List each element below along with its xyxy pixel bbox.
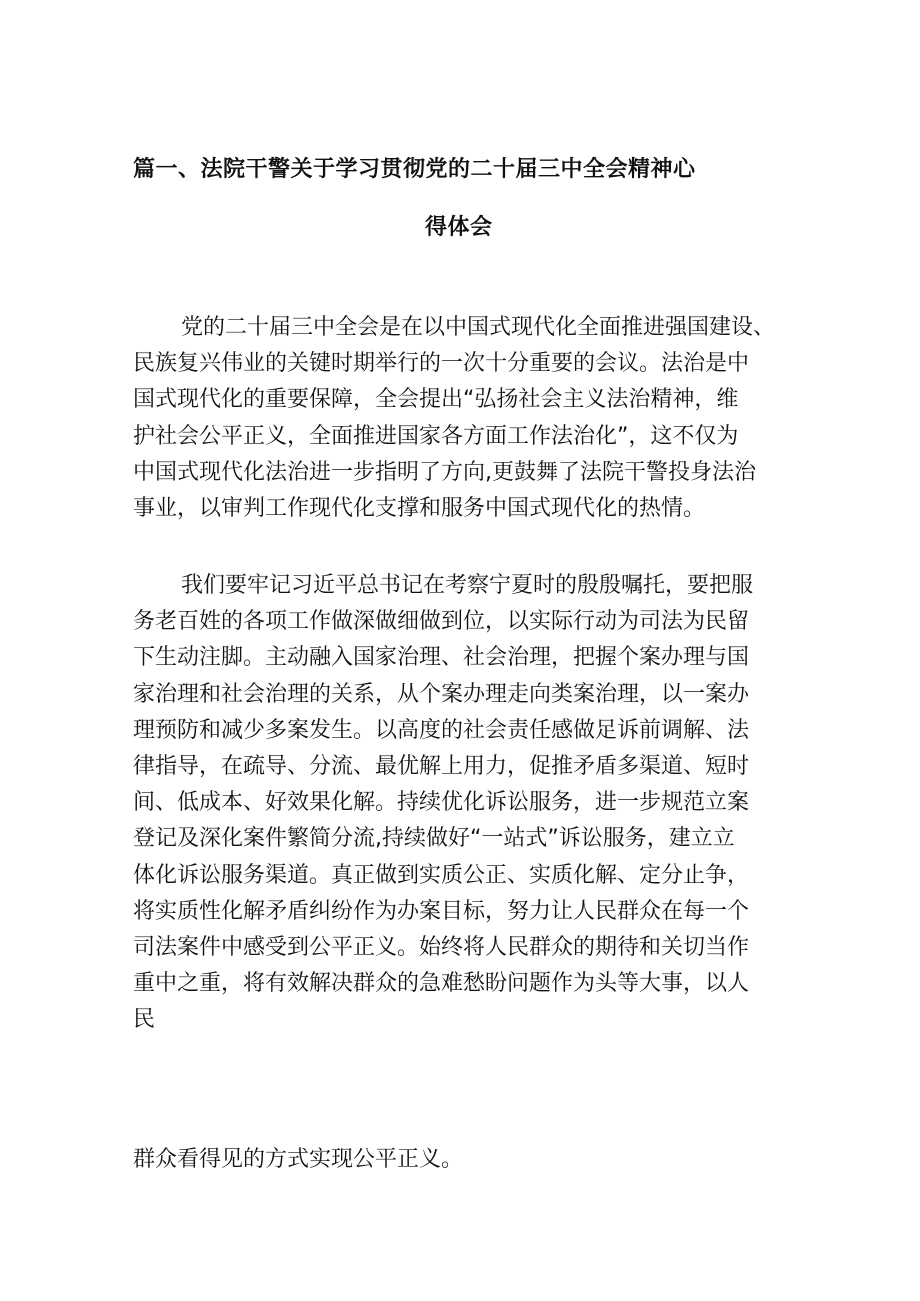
paragraph-line: 民族复兴伟业的关键时期举行的一次十分重要的会议。法治是中 <box>133 351 750 377</box>
paragraph-1 <box>133 310 793 527</box>
paragraph-line: 下生动注脚。主动融入国家治理、社会治理，把握个案办理与国 <box>133 645 750 671</box>
trailing-line: 群众看得见的方式实现公平正义。 <box>133 1147 464 1172</box>
paragraph-line: 家治理和社会治理的关系，从个案办理走向类案治理，以一案办 <box>133 681 750 707</box>
paragraph-line: 护社会公平正义，全面推进国家各方面工作法治化”，这不仅为 <box>133 423 739 449</box>
paragraph-line: 党的二十届三中全会是在以中国式现代化全面推进强国建设、 <box>181 315 776 340</box>
paragraph-line: 体化诉讼服务渠道。真正做到实质公正、实质化解、定分止争， <box>133 862 750 888</box>
paragraph-line: 中国式现代化法治进一步指明了方向,更鼓舞了法院干警投身法治 <box>133 459 756 485</box>
paragraph-line: 律指导，在疏导、分流、最优解上用力，促推矛盾多渠道、短时 <box>133 753 750 779</box>
paragraph-line: 将实质性化解矛盾纠纷作为办案目标，努力让人民群众在每一个 <box>133 898 750 924</box>
paragraph-line: 国式现代化的重要保障，全会提出“弘扬社会主义法治精神，维 <box>133 387 739 413</box>
paragraph-2 <box>133 568 793 1038</box>
paragraph-line: 登记及深化案件繁简分流,持续做好“一站式”诉讼服务，建立立 <box>133 826 735 852</box>
paragraph-line: 事业，以审判工作现代化支撑和服务中国式现代化的热情。 <box>133 495 706 521</box>
paragraph-line: 重中之重，将有效解决群众的急难愁盼问题作为头等大事，以人 <box>133 971 750 997</box>
paragraph-line: 民 <box>133 1007 156 1033</box>
document-title-line-1: 篇一、法院干警关于学习贯彻党的二十届三中全会精神心 <box>133 157 696 182</box>
paragraph-line: 间、低成本、好效果化解。持续优化诉讼服务，进一步规范立案 <box>133 790 750 816</box>
document-title-line-2: 得体会 <box>425 215 493 240</box>
paragraph-line: 理预防和减少多案发生。以高度的社会责任感做足诉前调解、法 <box>133 717 750 743</box>
paragraph-line: 我们要牢记习近平总书记在考察宁夏时的殷殷嘱托，要把服 <box>181 573 754 598</box>
paragraph-line: 务老百姓的各项工作做深做细做到位，以实际行动为司法为民留 <box>133 609 750 635</box>
paragraph-line: 司法案件中感受到公平正义。始终将人民群众的期待和关切当作 <box>133 934 750 960</box>
